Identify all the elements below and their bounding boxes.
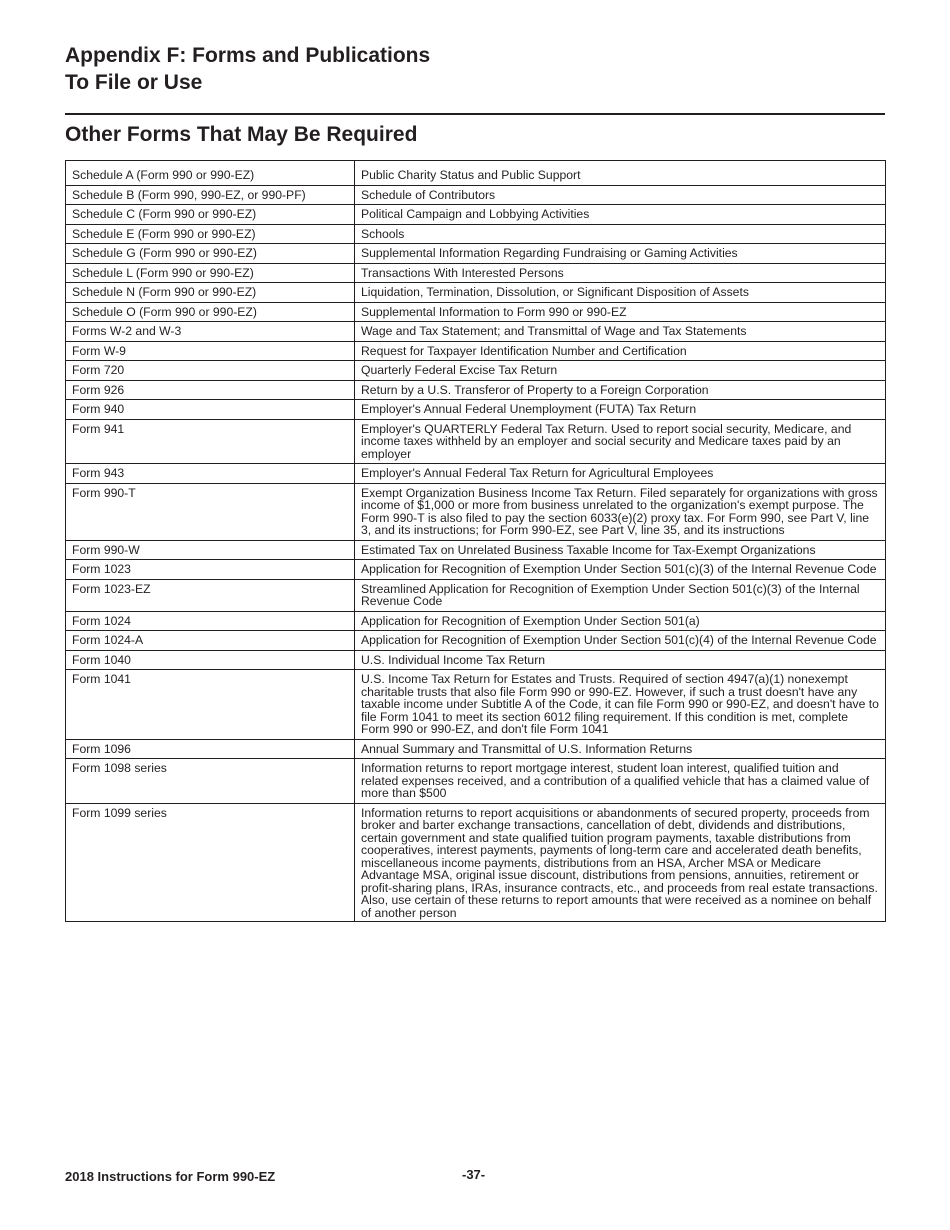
table-row (66, 224, 886, 244)
form-name-cell: Schedule A (Form 990 or 990-EZ) (66, 161, 355, 186)
form-name-cell: Form 1024 (66, 611, 355, 631)
title-divider (65, 113, 885, 115)
form-description-cell: Exempt Organization Business Income Tax Return. Filed separately for organizations with gross income of $1,000 or more from business unrelated to the organization's exempt purpose. The Form 990-T is also filed to pay the section 6033(e)(2) proxy tax. For Form 990, see Part V, line 3, and its instructions; for Form 990-EZ, see Part V, line 35, and its instructions (355, 483, 886, 540)
form-name-cell: Schedule O (Form 990 or 990-EZ) (66, 302, 355, 322)
table-row (66, 803, 886, 922)
forms-table-body (66, 161, 886, 922)
form-name-cell: Form 720 (66, 361, 355, 381)
form-description-cell: Supplemental Information Regarding Fundraising or Gaming Activities (355, 244, 886, 264)
table-row (66, 244, 886, 264)
table-row (66, 631, 886, 651)
form-description-cell: Transactions With Interested Persons (355, 263, 886, 283)
form-description-cell: Schedule of Contributors (355, 185, 886, 205)
forms-table (65, 160, 886, 922)
form-description-cell: Public Charity Status and Public Support (355, 161, 886, 186)
table-row (66, 322, 886, 342)
table-row (66, 341, 886, 361)
form-name-cell: Form 1023-EZ (66, 579, 355, 611)
table-row (66, 759, 886, 804)
table-row (66, 361, 886, 381)
form-name-cell: Schedule B (Form 990, 990-EZ, or 990-PF) (66, 185, 355, 205)
form-name-cell: Form W-9 (66, 341, 355, 361)
form-description-cell: Political Campaign and Lobbying Activities (355, 205, 886, 225)
form-description-cell: Annual Summary and Transmittal of U.S. Information Returns (355, 739, 886, 759)
table-row (66, 650, 886, 670)
form-description-cell: Information returns to report mortgage interest, student loan interest, qualified tuition and related expenses received, and a contribution of a qualified vehicle that has a claimed value of more than $500 (355, 759, 886, 804)
table-row (66, 302, 886, 322)
form-name-cell: Form 1023 (66, 560, 355, 580)
form-name-cell: Form 940 (66, 400, 355, 420)
table-row (66, 380, 886, 400)
footer-page-number: -37- (462, 1167, 486, 1182)
table-row (66, 400, 886, 420)
section-title: Other Forms That May Be Required (65, 123, 418, 146)
table-row (66, 670, 886, 740)
form-description-cell: Request for Taxpayer Identification Number and Certification (355, 341, 886, 361)
form-name-cell: Form 1096 (66, 739, 355, 759)
page-title-line1: Appendix F: Forms and Publications (65, 44, 431, 67)
page-title (65, 42, 430, 96)
form-description-cell: Employer's Annual Federal Tax Return for Agricultural Employees (355, 464, 886, 484)
form-name-cell: Form 1098 series (66, 759, 355, 804)
form-name-cell: Form 941 (66, 419, 355, 464)
form-name-cell: Schedule N (Form 990 or 990-EZ) (66, 283, 355, 303)
form-description-cell: Return by a U.S. Transferor of Property to a Foreign Corporation (355, 380, 886, 400)
page-title-line2: To File or Use (65, 71, 203, 94)
form-name-cell: Form 1099 series (66, 803, 355, 922)
form-description-cell: Employer's Annual Federal Unemployment (FUTA) Tax Return (355, 400, 886, 420)
form-name-cell: Form 943 (66, 464, 355, 484)
form-description-cell: Application for Recognition of Exemption Under Section 501(c)(4) of the Internal Revenue Code (355, 631, 886, 651)
table-row (66, 161, 886, 186)
form-name-cell: Schedule C (Form 990 or 990-EZ) (66, 205, 355, 225)
form-description-cell: Supplemental Information to Form 990 or 990-EZ (355, 302, 886, 322)
form-description-cell: Liquidation, Termination, Dissolution, or Significant Disposition of Assets (355, 283, 886, 303)
form-description-cell: Streamlined Application for Recognition of Exemption Under Section 501(c)(3) of the Internal Revenue Code (355, 579, 886, 611)
form-name-cell: Form 1040 (66, 650, 355, 670)
table-row (66, 483, 886, 540)
form-name-cell: Form 1024-A (66, 631, 355, 651)
form-name-cell: Schedule G (Form 990 or 990-EZ) (66, 244, 355, 264)
form-description-cell: Application for Recognition of Exemption Under Section 501(c)(3) of the Internal Revenue Code (355, 560, 886, 580)
form-name-cell: Schedule L (Form 990 or 990-EZ) (66, 263, 355, 283)
form-name-cell: Form 990-W (66, 540, 355, 560)
footer-document-label: 2018 Instructions for Form 990-EZ (65, 1169, 276, 1184)
form-description-cell: Information returns to report acquisitions or abandonments of secured property, proceeds from broker and barter exchange transactions, cancellation of debt, dividends and distributions, certain government and state qualified tuition program payments, taxable distributions from cooperatives, interest payments, payments of long-term care and accelerated death benefits, miscellaneous income payments, distributions from an HSA, Archer MSA or Medicare Advantage MSA, original issue discount, distributions from pensions, annuities, retirement or profit-sharing plans, IRAs, insurance contracts, etc., and proceeds from real estate transactions. Also, use certain of these returns to report amounts that were received as a nominee on behalf of another person (355, 803, 886, 922)
table-row (66, 185, 886, 205)
form-name-cell: Form 990-T (66, 483, 355, 540)
table-row (66, 739, 886, 759)
table-row (66, 283, 886, 303)
form-description-cell: U.S. Income Tax Return for Estates and Trusts. Required of section 4947(a)(1) nonexempt charitable trusts that also file Form 990 or 990-EZ. However, if such a trust doesn't have any taxable income under Subtitle A of the Code, it can file Form 990 or 990-EZ, and doesn't have to file Form 1041 to meet its section 6012 filing requirement. If this condition is met, complete Form 990 or 990-EZ, and don't file Form 1041 (355, 670, 886, 740)
form-name-cell: Form 1041 (66, 670, 355, 740)
table-row (66, 560, 886, 580)
table-row (66, 263, 886, 283)
table-row (66, 611, 886, 631)
form-description-cell: Schools (355, 224, 886, 244)
table-row (66, 419, 886, 464)
form-description-cell: Wage and Tax Statement; and Transmittal of Wage and Tax Statements (355, 322, 886, 342)
form-description-cell: Employer's QUARTERLY Federal Tax Return. Used to report social security, Medicare, and income taxes withheld by an employer and social security and Medicare taxes paid by an employer (355, 419, 886, 464)
table-row (66, 579, 886, 611)
table-row (66, 540, 886, 560)
form-name-cell: Forms W-2 and W-3 (66, 322, 355, 342)
form-description-cell: U.S. Individual Income Tax Return (355, 650, 886, 670)
table-row (66, 464, 886, 484)
form-description-cell: Application for Recognition of Exemption Under Section 501(a) (355, 611, 886, 631)
table-row (66, 205, 886, 225)
form-name-cell: Form 926 (66, 380, 355, 400)
form-description-cell: Quarterly Federal Excise Tax Return (355, 361, 886, 381)
form-name-cell: Schedule E (Form 990 or 990-EZ) (66, 224, 355, 244)
form-description-cell: Estimated Tax on Unrelated Business Taxable Income for Tax-Exempt Organizations (355, 540, 886, 560)
